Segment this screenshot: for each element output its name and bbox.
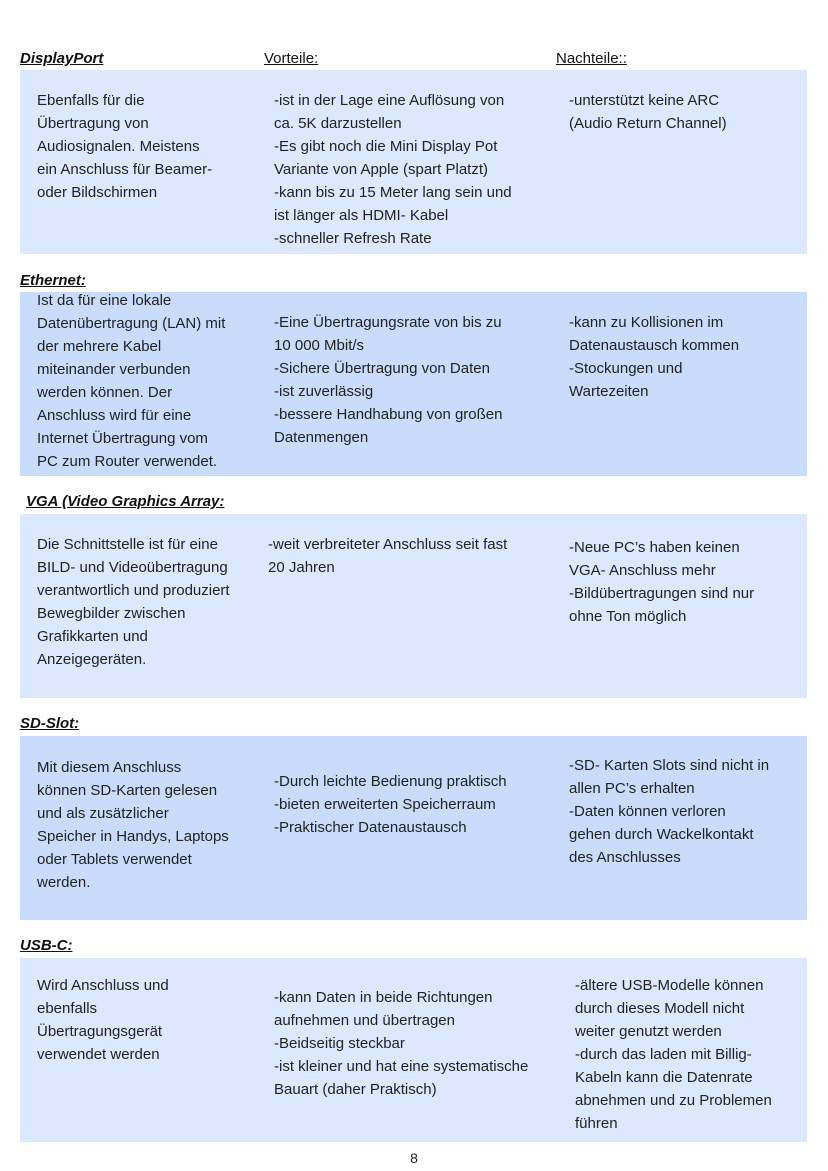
description-cell: Wird Anschluss und ebenfalls Übertragungsgerät verwendet werden bbox=[37, 977, 169, 1063]
description-cell: Die Schnittstelle ist für eine BILD- und Videoübertragung verantwortlich und produziert Bewegbilder zwischen Grafikkarten und Anzeigegeräten. bbox=[37, 536, 230, 668]
description-cell: Ist da für eine lokale Datenübertragung (LAN) mit der mehrere Kabel miteinander verbunden werden können. Der Anschluss wird für eine Internet Übertragung vom PC zum Router verwendet. bbox=[37, 292, 226, 470]
nachteile-cell: -ältere USB-Modelle können durch dieses Modell nicht weiter genutzt werden -durch das laden mit Billig- Kabeln kann die Datenrate abnehmen und zu Problemen führen bbox=[575, 977, 772, 1132]
section-block-usb-c bbox=[20, 958, 807, 1142]
nachteile-cell: -Neue PC’s haben keinen VGA- Anschluss mehr -Bildübertragungen sind nur ohne Ton möglich bbox=[569, 539, 755, 625]
nachteile-cell: -SD- Karten Slots sind nicht in allen PC’s erhalten -Daten können verloren gehen durch Wackelkontakt des Anschlusses bbox=[569, 757, 770, 866]
section-block-displayport bbox=[20, 70, 807, 254]
nachteile-cell: -kann zu Kollisionen im Datenaustausch kommen -Stockungen und Wartezeiten bbox=[569, 314, 740, 400]
section-block-vga bbox=[20, 514, 807, 698]
description-cell: Ebenfalls für die Übertragung von Audiosignalen. Meistens ein Anschluss für Beamer- oder Bildschirmen bbox=[37, 92, 213, 201]
column-header-vorteile: Vorteile: bbox=[264, 50, 319, 67]
section-title-vga: VGA (Video Graphics Array: bbox=[26, 493, 225, 510]
vorteile-cell: -weit verbreiteter Anschluss seit fast 20 Jahren bbox=[268, 536, 508, 576]
section-block-sd-slot bbox=[20, 736, 807, 920]
page-number: 8 bbox=[410, 1150, 418, 1166]
vorteile-cell: -ist in der Lage eine Auflösung von ca. 5K darzustellen -Es gibt noch die Mini Display Pot Variante von Apple (spart Platzt) -kann bis zu 15 Meter lang sein und ist länger als HDMI- Kabel -schneller Refresh Rate bbox=[274, 92, 512, 247]
nachteile-cell: -unterstützt keine ARC (Audio Return Channel) bbox=[569, 92, 727, 132]
column-header-nachteile: Nachteile:: bbox=[556, 50, 627, 67]
section-title-displayport: DisplayPort bbox=[20, 50, 104, 67]
section-title-sd-slot: SD-Slot: bbox=[20, 715, 80, 732]
section-title-usb-c: USB-C: bbox=[20, 937, 73, 954]
vorteile-cell: -Durch leichte Bedienung praktisch -bieten erweiterten Speicherraum -Praktischer Datenaustausch bbox=[274, 773, 507, 836]
vorteile-cell: -kann Daten in beide Richtungen aufnehmen und übertragen -Beidseitig steckbar -ist kleiner und hat eine systematische Bauart (daher Praktisch) bbox=[274, 989, 529, 1098]
section-title-ethernet: Ethernet: bbox=[20, 272, 86, 289]
vorteile-cell: -Eine Übertragungsrate von bis zu 10 000 Mbit/s -Sichere Übertragung von Daten -ist zuverlässig -bessere Handhabung von großen Datenmengen bbox=[274, 314, 503, 446]
description-cell: Mit diesem Anschluss können SD-Karten gelesen und als zusätzlicher Speicher in Handys, Laptops oder Tablets verwendet werden. bbox=[37, 759, 229, 891]
section-block-ethernet bbox=[20, 292, 807, 476]
